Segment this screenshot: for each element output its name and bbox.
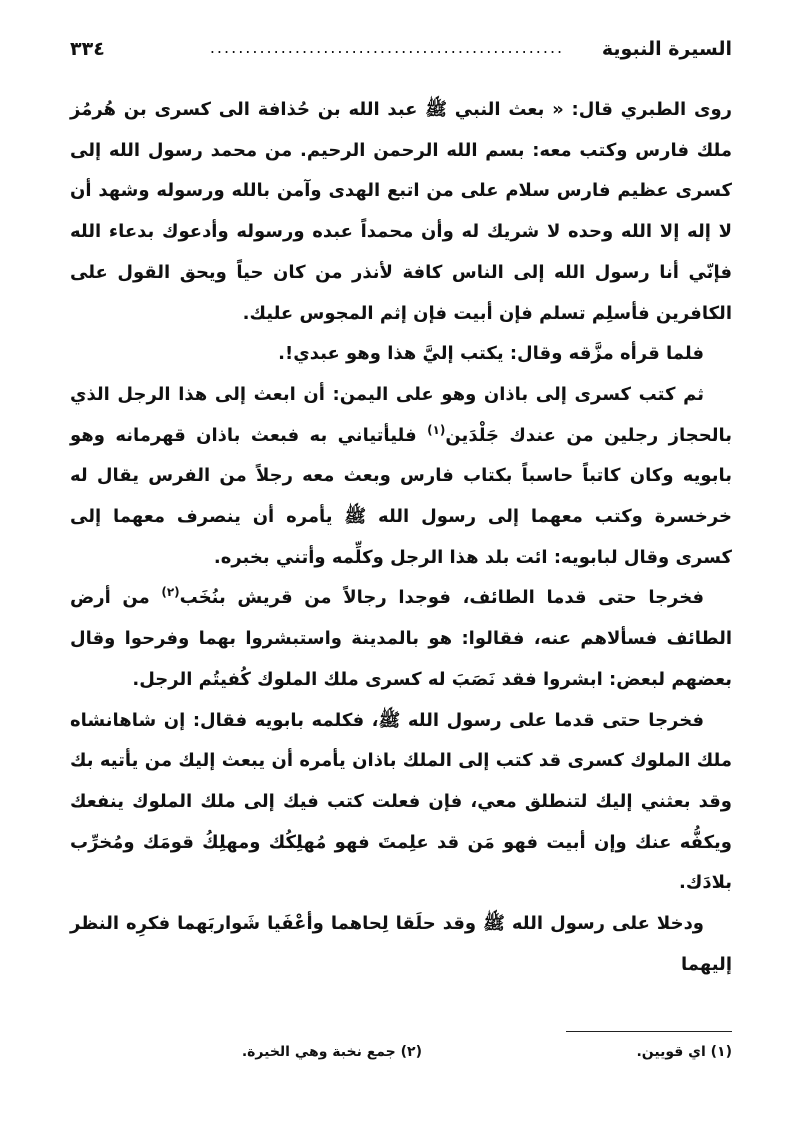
paragraph-6: ودخلا على رسول الله ﷺ وقد حلَقا لِحاهما وأعْفَيا شَواربَهما فكرِه النظر إليهما	[70, 913, 732, 975]
paragraph-5: فخرجا حتى قدما على رسول الله ﷺ، فكلمه بابويه فقال: إن شاهانشاه ملك الملوك كسرى قد كتب إلى الملك باذان يأمره أن يبعث إليك من يأتيه بك وقد بعثني إليك لتنطلق معي، فإن فعلت كتب فيك إلى ملك الملوك ينفعك ويكفُّه عنك وإن أبيت فهو مَن قد علِمتَ فهو مُهلِكُك ومهلِكُ قومَك ومُخرِّب بلادَك.	[70, 709, 732, 894]
footnote-2: (٢) جمع نخبة وهي الخيرة.	[241, 1044, 422, 1060]
paragraph-4	[70, 578, 732, 700]
footnote-1: (١) اي قويين.	[636, 1044, 732, 1060]
footnotes	[70, 1044, 732, 1068]
paragraph-3-part-2: فليأتياني به فبعث باذان قهرمانه وهو بابويه وكان كاتباً حاسباً بكتاب فارس وبعث معه رجلاً من الفرس يقال له خرخسرة وكتب معهما إلى رسول الله ﷺ يأمره أن ينصرف معهما إلى كسرى وقال لبابويه: ائت بلد هذا الرجل وكلِّمه وأتني بخبره.	[70, 424, 732, 568]
footnote-ref-2: (٢)	[161, 585, 180, 600]
running-title: السيرة النبوية	[601, 38, 732, 60]
page-header	[70, 38, 732, 70]
page-number: ٣٣٤	[70, 38, 105, 60]
header-leader-dots: ..................................................	[209, 38, 565, 57]
paragraph-2: فلما قرأه مزَّقه وقال: يكتب إليَّ هذا وهو عبدي!.	[278, 343, 704, 365]
footnote-ref-1: (١)	[427, 422, 446, 437]
footnote-separator	[566, 1031, 732, 1032]
paragraph-3-part-1: ثم كتب كسرى إلى باذان وهو على اليمن: أن ابعث إلى هذا الرجل الذي بالحجاز رجلين من عندك جَلْدَين	[70, 383, 732, 446]
main-text	[70, 90, 732, 985]
paragraph-3	[70, 375, 732, 579]
paragraph-4-part-2: من أرض الطائف فسألاهم عنه، فقالوا: هو بالمدينة واستبشروا بهما وفرحوا وقال بعضهم لبعض: ابشروا فقد نَصَبَ له كسرى ملك الملوك كُفيتُم الرجل.	[70, 587, 732, 690]
paragraph-4-part-1: فخرجا حتى قدما الطائف، فوجدا رجالاً من قريش بنُخَب	[179, 587, 705, 609]
paragraph-1: روى الطبري قال: « بعث النبي ﷺ عبد الله بن حُذافة الى كسرى بن هُرمُز ملك فارس وكتب معه: بسم الله الرحمن الرحيم. من محمد رسول الله إلى كسرى عظيم فارس سلام على من اتبع الهدى وآمن بالله ورسوله وشهد أن لا إله إلا الله وحده لا شريك له وأن محمداً عبده ورسوله وأدعوك بدعاء الله فإنّي أنا رسول الله إلى الناس كافة لأنذر من كان حياً ويحق القول على الكافرين فأسلِم تسلم فإن أبيت فإن إثم المجوس عليك.	[70, 99, 732, 324]
